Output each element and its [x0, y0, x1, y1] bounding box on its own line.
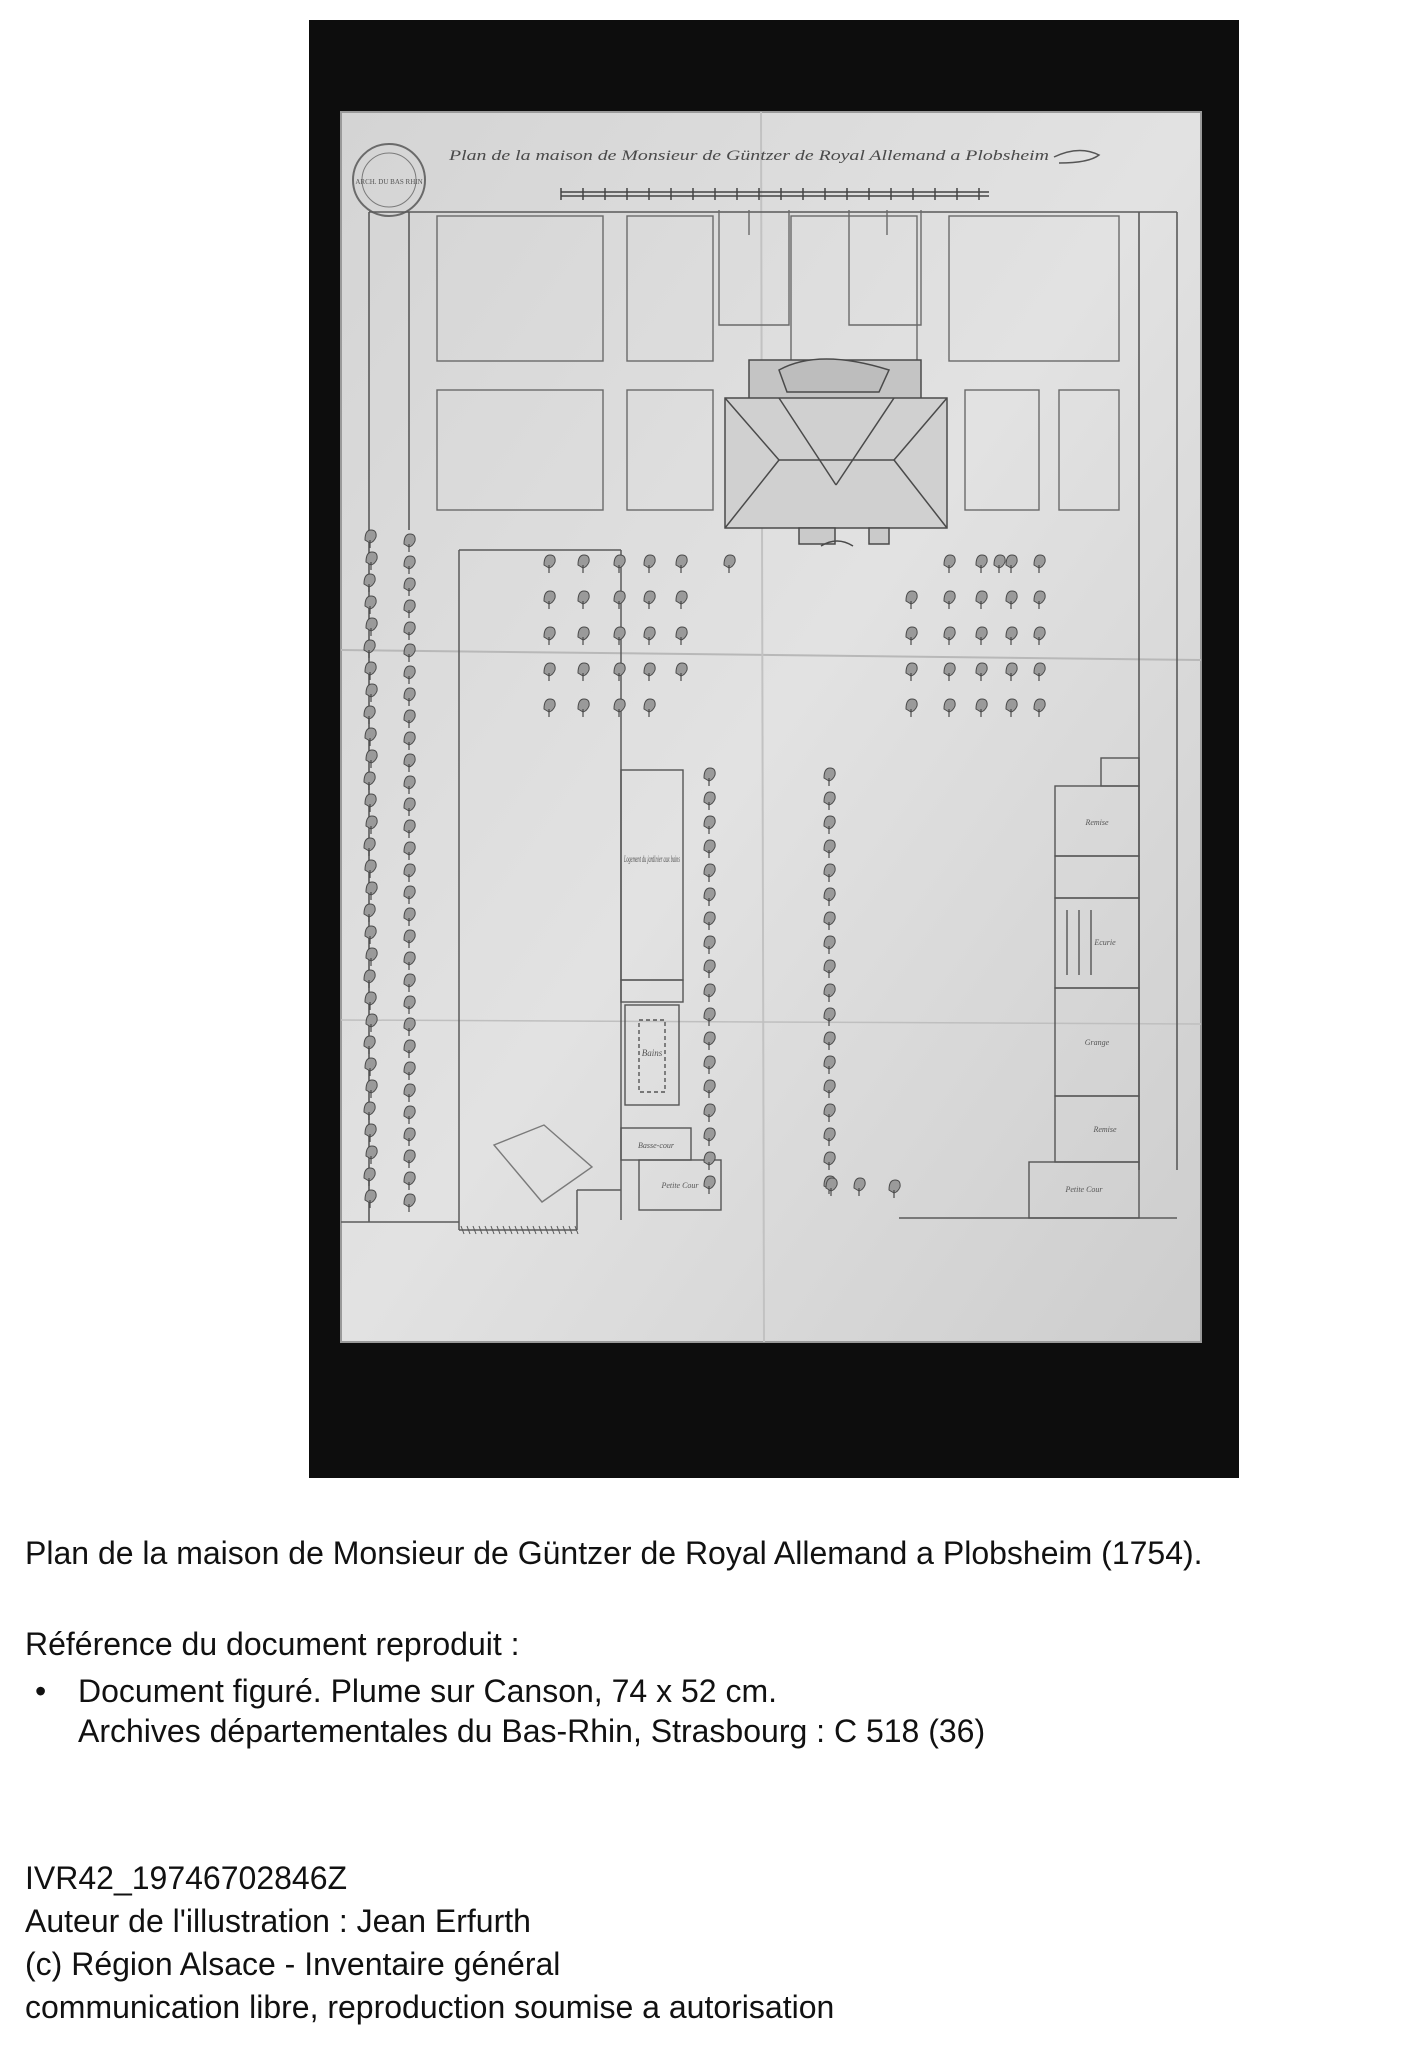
bullet: • [35, 1673, 47, 1709]
paper-sheet [341, 112, 1201, 1342]
reference-heading: Référence du document reproduit : [25, 1626, 520, 1662]
room-label-ecurie: Ecurie [1094, 938, 1116, 947]
reference-list [25, 1671, 985, 1751]
room-label-petite-cour-left: Petite Cour [661, 1181, 699, 1190]
room-label-remise-lower: Remise [1093, 1125, 1117, 1134]
room-label-basse-cour: Basse-cour [638, 1141, 674, 1150]
room-label-petite-cour-right: Petite Cour [1065, 1185, 1103, 1194]
room-label-bains-upper: Bains [641, 1048, 663, 1058]
plan-drawing [309, 20, 1239, 1478]
archival-plan-photograph [309, 20, 1239, 1478]
reference-item [25, 1671, 985, 1751]
room-label-remise-upper: Remise [1085, 818, 1109, 827]
usage-rights: communication libre, reproduction soumise a autorisation [25, 1989, 835, 2025]
reference-line-medium: Document figuré. Plume sur Canson, 74 x 52 cm. [78, 1673, 777, 1709]
copyright-notice: (c) Région Alsace - Inventaire général [25, 1946, 561, 1982]
reference-line-archive: Archives départementales du Bas-Rhin, Strasbourg : C 518 (36) [78, 1713, 986, 1749]
room-label-gardener-lodging: Logement du jardinier aux bains [623, 854, 681, 864]
image-caption-title: Plan de la maison de Monsieur de Güntzer de Royal Allemand a Plobsheim (1754). [25, 1535, 1203, 1571]
illustration-author: Auteur de l'illustration : Jean Erfurth [25, 1903, 531, 1939]
plan-title: Plan de la maison de Monsieur de Güntzer de Royal Allemand a Plobsheim [447, 148, 1050, 164]
room-label-grange: Grange [1084, 1038, 1110, 1047]
record-id: IVR42_19746702846Z [25, 1860, 348, 1896]
main-house [725, 359, 947, 546]
stamp-text: ARCH. DU BAS RHIN [355, 178, 423, 186]
